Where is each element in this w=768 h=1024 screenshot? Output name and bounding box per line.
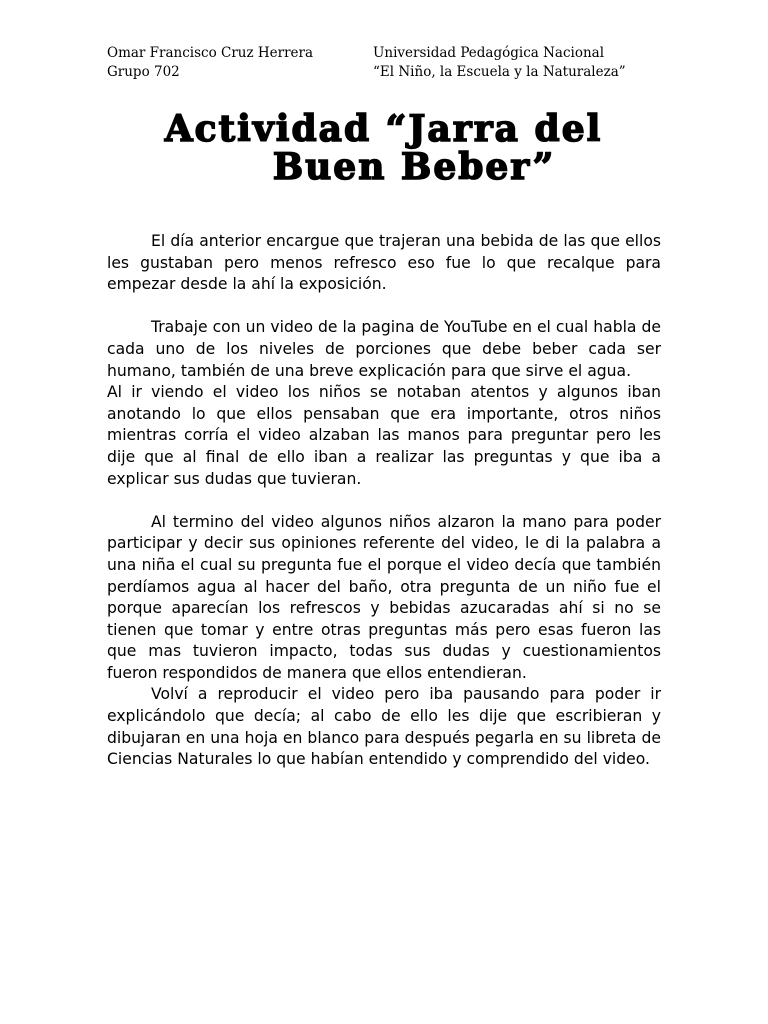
paragraph-5: Volví a reproducir el video pero iba pausando para poder ir explicándolo que decía; al cabo de ello les dije que escribieran y dibujaran en una hoja en blanco para después pegarla en su libreta de Ciencias Naturales lo que habían entendido y comprendido del video. <box>107 685 661 769</box>
header-right-block <box>373 44 673 82</box>
paragraph-4: Al termino del video algunos niños alzaron la mano para poder participar y decir sus opiniones referente del video, le di la palabra a una niña el cual su pregunta fue el porque el video decía que también perdíamos agua al hacer del baño, otra pregunta de un niño fue el porque aparecían los refrescos y bebidas azucaradas ahí si no se tienen que tomar y entre otras preguntas más pero esas fueron las que mas tuvieron impacto, todas sus dudas y cuestionamientos fueron respondidos de manera que ellos entendieran. <box>107 512 661 682</box>
university-name: Universidad Pedagógica Nacional <box>373 45 605 61</box>
course-name: “El Niño, la Escuela y la Naturaleza” <box>373 64 626 80</box>
group-label: Grupo 702 <box>107 64 180 80</box>
document-body <box>107 231 661 771</box>
title-line-1: Actividad “Jarra del <box>164 108 603 150</box>
document-title <box>0 110 768 186</box>
author-name: Omar Francisco Cruz Herrera <box>107 45 314 61</box>
header-left-block <box>107 44 367 82</box>
paragraph-2: Trabaje con un video de la pagina de YouTube en el cual habla de cada uno de los niveles de porciones que debe beber cada ser humano, también de una breve explicación para que sirve el agua. <box>107 318 661 380</box>
paragraph-1: El día anterior encargue que trajeran una bebida de las que ellos les gustaban pero menos refresco eso fue lo que recalque para empezar desde la ahí la exposición. <box>107 232 661 294</box>
paragraph-3: Al ir viendo el video los niños se notaban atentos y algunos iban anotando lo que ellos pensaban que era importante, otros niños mientras corría el video alzaban las manos para preguntar pero les dije que al final de ello iban a realizar las preguntas y que iba a explicar sus dudas que tuvieran. <box>107 383 661 488</box>
title-line-2: Buen Beber” <box>272 146 556 188</box>
